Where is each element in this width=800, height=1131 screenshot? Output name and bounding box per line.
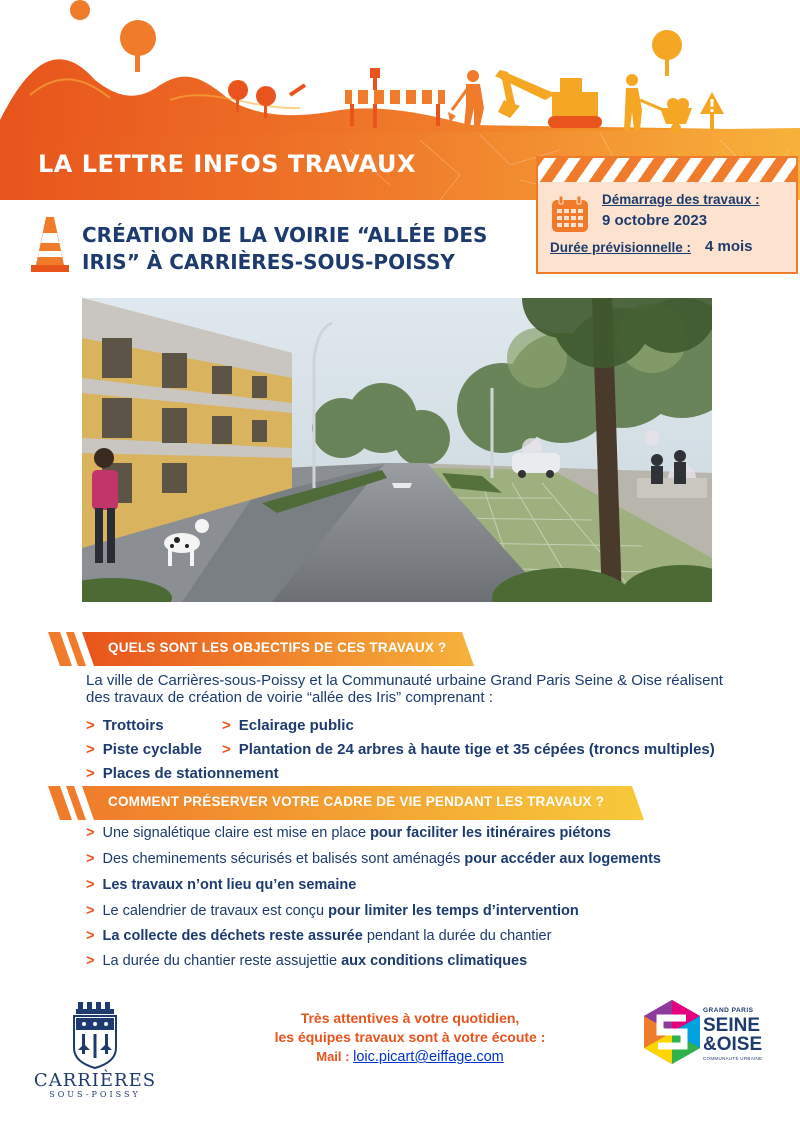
chevron-right-icon: > <box>86 877 95 893</box>
objective-item <box>222 717 354 734</box>
objective-item <box>86 741 202 758</box>
chevron-right-icon: > <box>86 825 95 841</box>
preserve-text: La durée du chantier reste assujettie <box>102 953 342 969</box>
preserve-text-bold: La collecte des déchets reste assurée <box>102 928 363 944</box>
objective-item <box>86 717 164 734</box>
start-date-value: 9 octobre 2023 <box>602 212 708 229</box>
preserve-text-bold: pour limiter les temps d’intervention <box>328 903 579 919</box>
email-link[interactable]: loic.picart@eiffage.com <box>353 1049 504 1065</box>
gpso-logo-grand-paris: GRAND PARIS <box>703 1007 754 1014</box>
objectives-heading: QUELS SONT LES OBJECTIFS DE CES TRAVAUX ? <box>108 640 447 655</box>
footer-message <box>230 1009 590 1047</box>
chevron-right-icon: > <box>222 741 231 758</box>
preserve-text-bold: aux conditions climatiques <box>341 953 528 969</box>
chevron-right-icon: > <box>86 851 95 867</box>
project-title: CRÉATION DE LA VOIRIE “ALLÉE DES IRIS” À CARRIÈRES-SOUS-POISSY <box>82 223 488 274</box>
objective-label: Eclairage public <box>238 717 354 734</box>
carrieres-logo-name: CARRIÈRES <box>33 1070 157 1091</box>
preserve-text: pendant la durée du chantier <box>362 928 552 944</box>
duration-label: Durée prévisionnelle : <box>550 240 692 255</box>
preserve-item <box>86 825 611 841</box>
preserve-heading: COMMENT PRÉSERVER VOTRE CADRE DE VIE PENDANT LES TRAVAUX ? <box>108 794 605 809</box>
chevron-right-icon: > <box>222 717 231 734</box>
preserve-item <box>86 877 356 893</box>
carrieres-logo-subtitle: SOUS-POISSY <box>49 1090 141 1099</box>
preserve-text-bold: pour faciliter les itinéraires piétons <box>370 825 611 841</box>
objectives-heading-band <box>48 632 478 666</box>
chevron-right-icon: > <box>86 717 95 734</box>
worker-icon <box>448 70 484 126</box>
preserve-text-bold: Les travaux n’ont lieu qu’en semaine <box>102 877 357 893</box>
duration-value: 4 mois <box>705 238 753 255</box>
preserve-item <box>86 953 527 969</box>
preserve-item <box>86 903 579 919</box>
chevron-right-icon: > <box>86 903 95 919</box>
preserve-item <box>86 851 661 867</box>
preserve-text: Une signalétique claire est mise en place <box>102 825 371 841</box>
footer-line-2: les équipes travaux sont à votre écoute : <box>274 1029 546 1045</box>
warning-sign-icon <box>700 92 724 130</box>
schedule-box <box>536 156 798 274</box>
start-date-label: Démarrage des travaux : <box>602 192 760 207</box>
objective-label: Places de stationnement <box>102 765 279 782</box>
objective-label: Plantation de 24 arbres à haute tige et 35 cépées (troncs multiples) <box>238 741 715 758</box>
preserve-heading-band <box>48 786 648 820</box>
gpso-logo-oise: &OISE <box>703 1034 763 1055</box>
gpso-logo-seine: SEINE <box>703 1015 761 1036</box>
footer-line-1: Très attentives à votre quotidien, <box>300 1010 520 1026</box>
objective-item <box>86 765 279 782</box>
hazard-stripes <box>538 158 796 182</box>
objectives-intro: La ville de Carrières-sous-Poissy et la Communauté urbaine Grand Paris Seine & Oise réalisent des travaux de création de voirie “allée des Iris” comprenant : <box>86 672 723 706</box>
schedule-box-body <box>538 182 796 272</box>
preserve-item <box>86 928 551 944</box>
preserve-text: Des cheminements sécurisés et balisés sont aménagés <box>102 851 465 867</box>
chevron-right-icon: > <box>86 741 95 758</box>
mail-label: Mail : <box>316 1049 350 1064</box>
newsletter-title: LA LETTRE INFOS TRAVAUX <box>38 150 416 178</box>
tree-icon <box>120 20 156 72</box>
objective-label: Trottoirs <box>102 717 164 734</box>
worker-wheelbarrow-icon <box>624 74 692 133</box>
objective-item <box>222 741 715 758</box>
footer-mail <box>230 1049 590 1065</box>
objective-label: Piste cyclable <box>102 741 202 758</box>
chevron-right-icon: > <box>86 928 95 944</box>
street-rendering-image <box>82 298 712 602</box>
chevron-right-icon: > <box>86 953 95 969</box>
calendar-icon <box>550 194 590 234</box>
preserve-text-bold: pour accéder aux logements <box>464 851 661 867</box>
gpso-logo-tagline: COMMUNAUTÉ URBAINE <box>703 1056 763 1061</box>
preserve-text: Le calendrier de travaux est conçu <box>102 903 329 919</box>
traffic-cone-icon <box>30 215 70 273</box>
chevron-right-icon: > <box>86 765 95 782</box>
excavator-icon <box>495 70 602 128</box>
